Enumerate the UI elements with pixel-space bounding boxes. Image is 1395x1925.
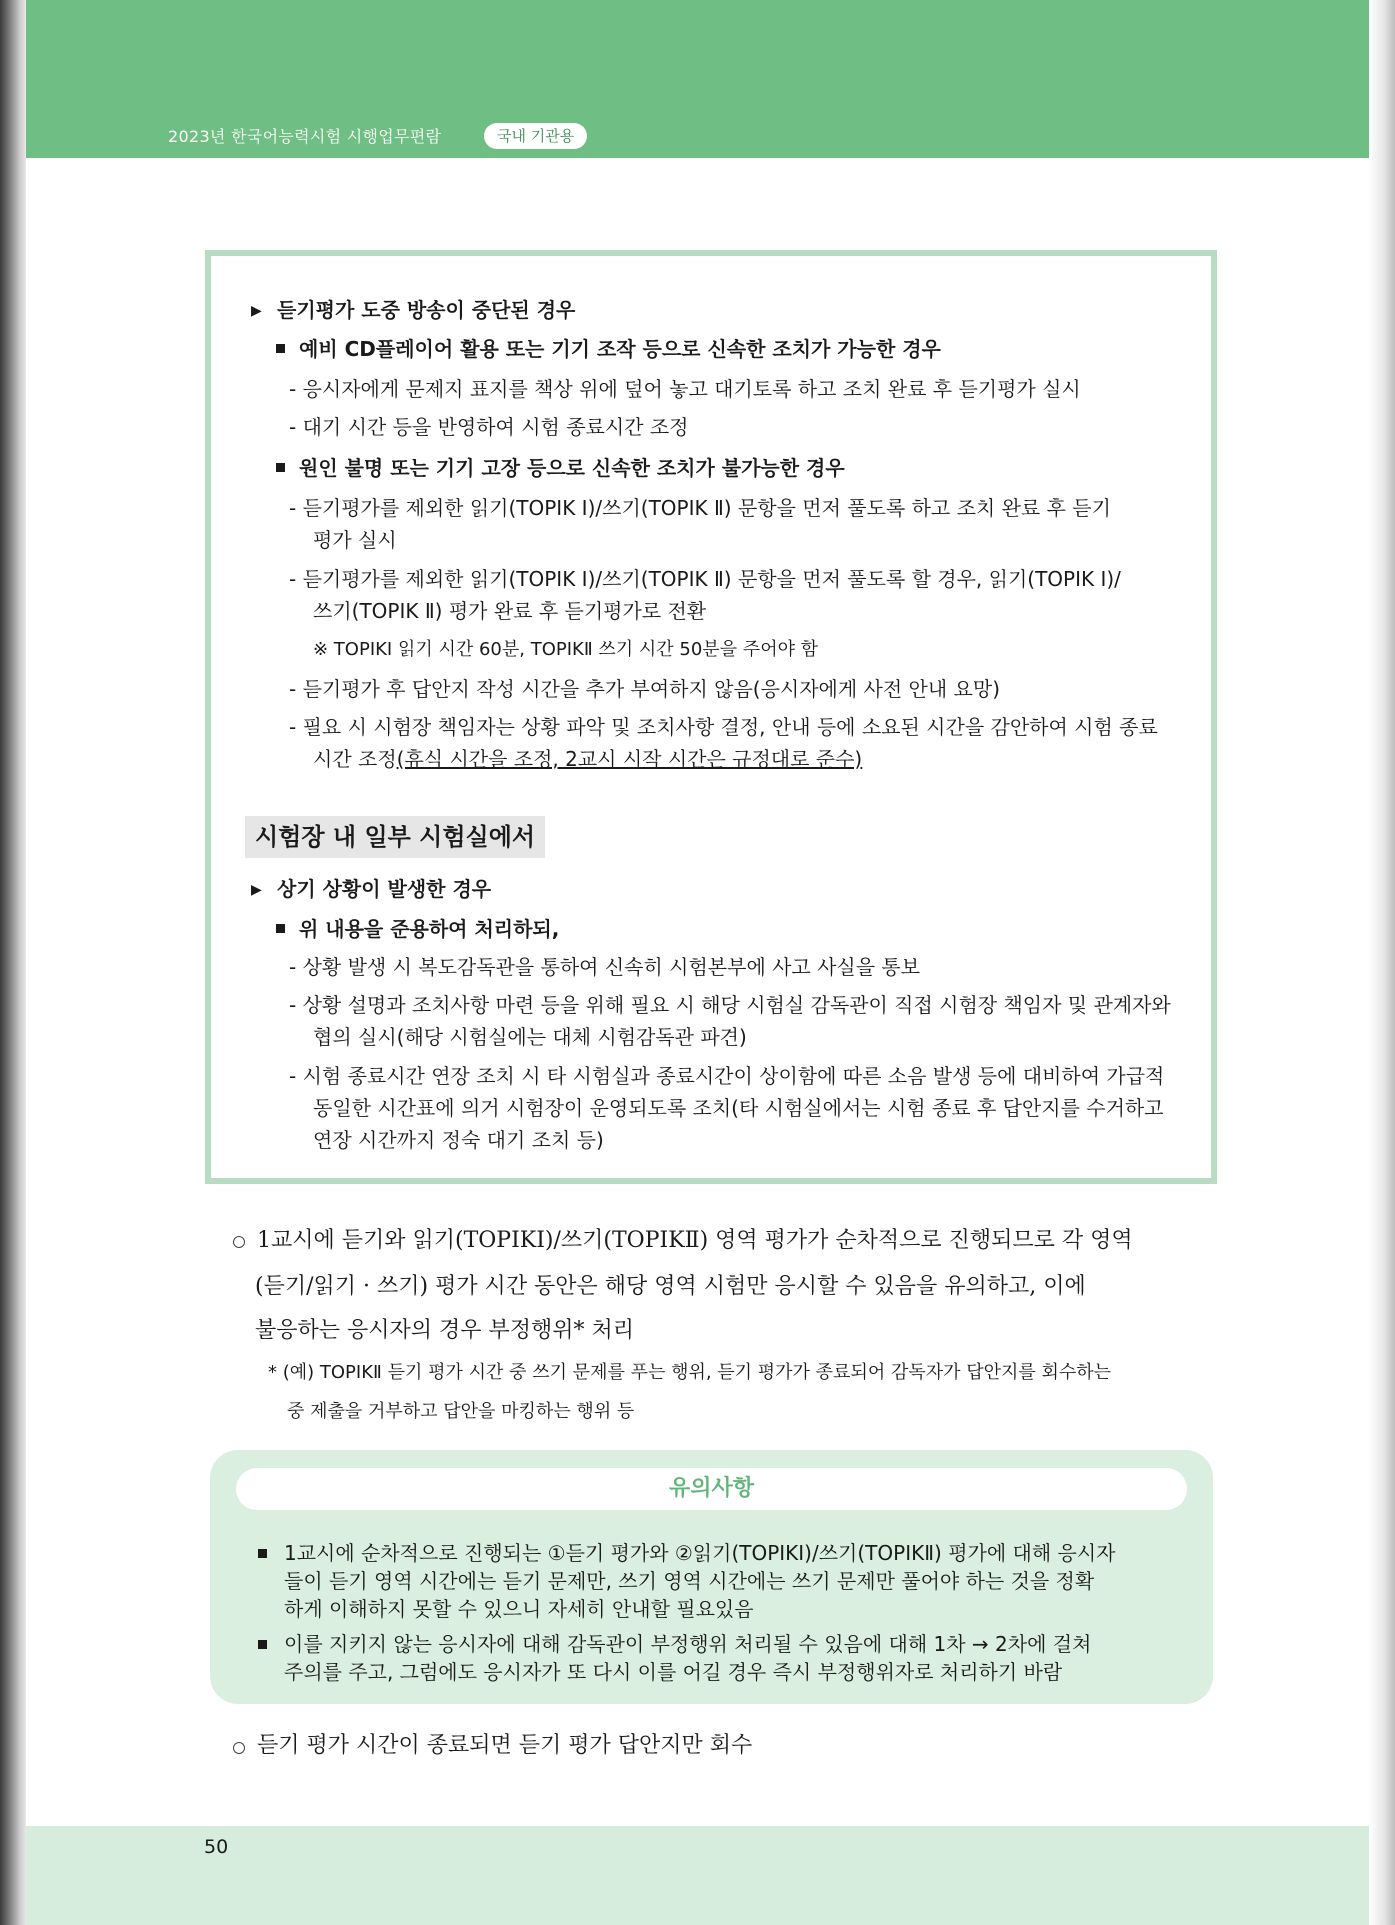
body-paragraph: 듣기 평가 시간이 종료되면 듣기 평가 답안지만 회수: [257, 1733, 753, 1758]
box-subheading: 원인 불명 또는 기기 고장 등으로 신속한 조치가 불가능한 경우: [299, 456, 845, 480]
square-bullet-icon: [258, 1640, 267, 1649]
caution-item-continued: 하게 이해하지 못할 수 있으니 자세히 안내할 필요있음: [284, 1597, 754, 1621]
header-title: 2023년 한국어능력시험 시행업무편람: [168, 127, 442, 146]
page-edge: [1369, 0, 1395, 1925]
body-paragraph: (듣기/읽기 · 쓰기) 평가 시간 동안은 해당 영역 시험만 응시할 수 있음을 유의하고, 이에: [255, 1274, 1086, 1299]
book-spine: [0, 0, 26, 1925]
box-item-underlined: (휴식 시간을 조정, 2교시 시작 시간은 규정대로 준수): [396, 747, 863, 771]
box-item: - 대기 시간 등을 반영하여 시험 종료시간 조정: [289, 415, 689, 439]
square-bullet-icon: [276, 344, 285, 353]
footnote: 중 제출을 거부하고 답안을 마킹하는 행위 등: [287, 1401, 635, 1422]
footnote: * (예) TOPIKⅡ 듣기 평가 시간 중 쓰기 문제를 푸는 행위, 듣기 평가가 종료되어 감독자가 답안지를 회수하는: [268, 1362, 1112, 1383]
triangle-bullet-icon: ▶: [251, 303, 262, 319]
square-bullet-icon: [276, 924, 285, 933]
section-title: 시험장 내 일부 시험실에서: [245, 816, 545, 858]
box-item-continued: [313, 745, 862, 773]
caution-title: 유의사항: [236, 1468, 1187, 1510]
box-item-text: 시간 조정: [313, 747, 397, 771]
box-item: - 필요 시 시험장 책임자는 상황 파악 및 조치사항 결정, 안내 등에 소요된 시간을 감안하여 시험 종료: [289, 715, 1158, 739]
incident-box: [205, 250, 1217, 1184]
box-note: ※ TOPIKⅠ 읽기 시간 60분, TOPIKⅡ 쓰기 시간 50분을 주어야 함: [313, 639, 819, 660]
caution-item-continued: 들이 듣기 영역 시간에는 듣기 문제만, 쓰기 영역 시간에는 쓰기 문제만 풀어야 하는 것을 정확: [284, 1569, 1095, 1593]
caution-item-continued: 주의를 주고, 그럼에도 응시자가 또 다시 이를 어길 경우 즉시 부정행위자로 처리하기 바람: [284, 1660, 1063, 1684]
box-item: - 상황 발생 시 복도감독관을 통하여 신속히 시험본부에 사고 사실을 통보: [289, 955, 921, 979]
square-bullet-icon: [276, 463, 285, 472]
triangle-bullet-icon: ▶: [251, 882, 262, 898]
box-item-continued: 연장 시간까지 정숙 대기 조치 등): [313, 1128, 604, 1152]
box-item-continued: 동일한 시간표에 의거 시험장이 운영되도록 조치(타 시험실에서는 시험 종료 후 답안지를 수거하고: [313, 1096, 1164, 1120]
box-heading: 상기 상황이 발생한 경우: [277, 877, 492, 901]
caution-item: 1교시에 순차적으로 진행되는 ①듣기 평가와 ②읽기(TOPIKⅠ)/쓰기(TOPIKⅡ) 평가에 대해 응시자: [284, 1541, 1116, 1565]
box-subheading: 위 내용을 준용하여 처리하되,: [299, 917, 560, 941]
page-number: 50: [204, 1836, 229, 1858]
body-paragraph: 불응하는 응시자의 경우 부정행위* 처리: [255, 1318, 635, 1343]
box-item-continued: 협의 실시(해당 시험실에는 대체 시험감독관 파견): [313, 1025, 747, 1049]
box-item-continued: 쓰기(TOPIK Ⅱ) 평가 완료 후 듣기평가로 전환: [313, 599, 707, 623]
box-item: - 시험 종료시간 연장 조치 시 타 시험실과 종료시간이 상이함에 따른 소음 발생 등에 대비하여 가급적: [289, 1064, 1165, 1088]
caution-box: [210, 1450, 1213, 1704]
box-item: - 응시자에게 문제지 표지를 책상 위에 덮어 놓고 대기토록 하고 조치 완료 후 듣기평가 실시: [289, 377, 1081, 401]
square-bullet-icon: [258, 1549, 267, 1558]
circle-bullet-icon: [233, 1236, 245, 1248]
box-item: - 듣기평가를 제외한 읽기(TOPIK Ⅰ)/쓰기(TOPIK Ⅱ) 문항을 먼저 풀도록 하고 조치 완료 후 듣기: [289, 496, 1111, 520]
box-item: - 듣기평가를 제외한 읽기(TOPIK Ⅰ)/쓰기(TOPIK Ⅱ) 문항을 먼저 풀도록 할 경우, 읽기(TOPIK Ⅰ)/: [289, 567, 1121, 591]
body-paragraph: 1교시에 듣기와 읽기(TOPIKⅠ)/쓰기(TOPIKⅡ) 영역 평가가 순차적으로 진행되므로 각 영역: [257, 1228, 1133, 1253]
header-badge: 국내 기관용: [484, 123, 587, 149]
caution-item: 이를 지키지 않는 응시자에 대해 감독관이 부정행위 처리될 수 있음에 대해 1차 → 2차에 걸쳐: [284, 1632, 1092, 1656]
circle-bullet-icon: [233, 1742, 245, 1754]
box-item: - 상황 설명과 조치사항 마련 등을 위해 필요 시 해당 시험실 감독관이 직접 시험장 책임자 및 관계자와: [289, 993, 1171, 1017]
box-heading: 듣기평가 도중 방송이 중단된 경우: [277, 298, 576, 322]
box-subheading: 예비 CD플레이어 활용 또는 기기 조작 등으로 신속한 조치가 가능한 경우: [299, 337, 941, 361]
box-item-continued: 평가 실시: [313, 528, 397, 552]
box-item: - 듣기평가 후 답안지 작성 시간을 추가 부여하지 않음(응시자에게 사전 안내 요망): [289, 677, 1000, 701]
